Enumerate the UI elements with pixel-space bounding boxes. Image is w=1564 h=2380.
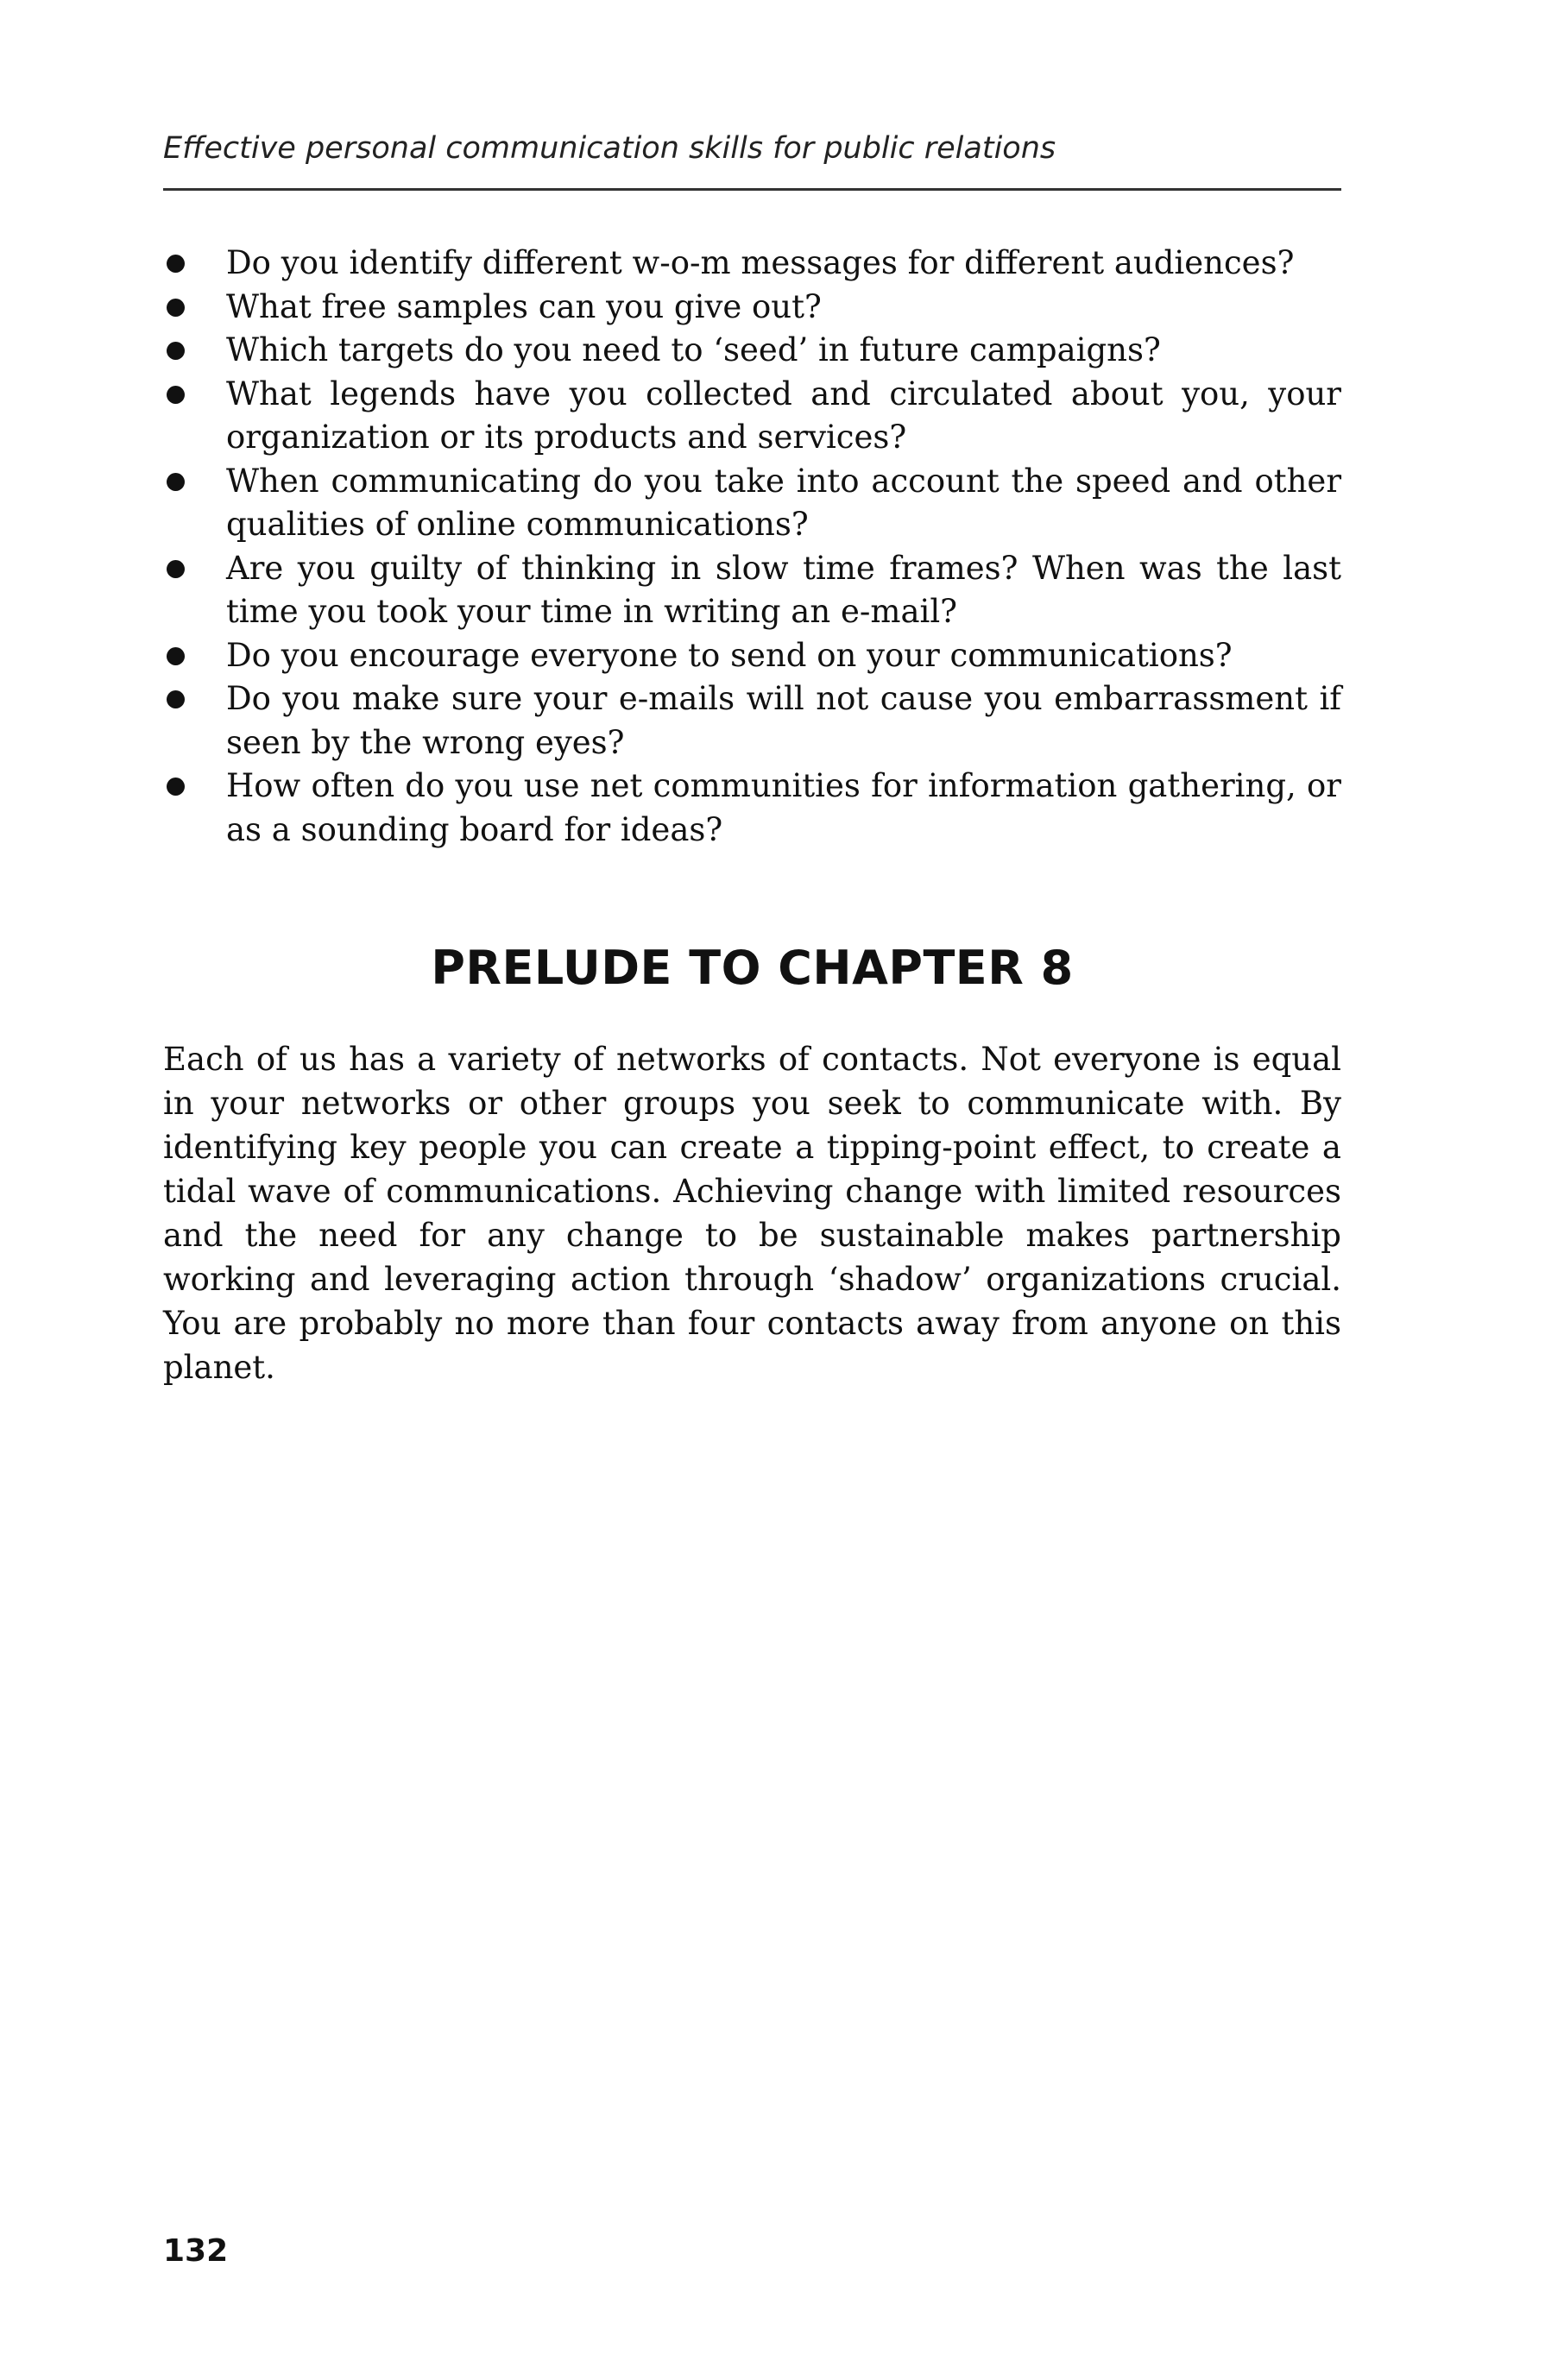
bullet-icon xyxy=(167,255,185,273)
bullet-icon xyxy=(167,560,185,578)
bullet-icon xyxy=(167,778,185,796)
list-item xyxy=(163,634,1341,678)
list-item xyxy=(163,677,1341,765)
list-item-text: Do you identify different w-o-m messages for different audiences? xyxy=(226,244,1295,281)
list-item-text: Which targets do you need to ‘seed’ in future campaigns? xyxy=(226,331,1161,368)
list-item xyxy=(163,765,1341,852)
prelude-paragraph: Each of us has a variety of networks of contacts. Not everyone is equal in your networks or other groups you seek to communicate with. By identifying key people you can create a tipping-point effect, to create a tidal wave of communications. Achieving change with limited resources and the need for any change to be sustainable makes partnership working and leveraging action through ‘shadow’ organizations crucial. You are probably no more than four contacts away from anyone on this planet. xyxy=(163,1041,1341,1386)
list-item-text: Do you make sure your e-mails will not cause you embarrassment if seen by the wrong eyes? xyxy=(226,680,1341,761)
section-heading: PRELUDE TO CHAPTER 8 xyxy=(431,941,1074,995)
bullet-icon xyxy=(167,647,185,665)
list-item-text: Are you guilty of thinking in slow time frames? When was the last time you took your time in writing an e-mail? xyxy=(226,549,1341,630)
running-header: Effective personal communication skills for public relations xyxy=(163,131,1056,166)
list-item xyxy=(163,547,1341,634)
list-item-text: How often do you use net communities for information gathering, or as a sounding board for ideas? xyxy=(226,767,1341,848)
bullet-icon xyxy=(167,473,185,491)
bullet-icon xyxy=(167,690,185,708)
list-item-text: When communicating do you take into account the speed and other qualities of online communications? xyxy=(226,462,1341,543)
list-item xyxy=(163,242,1341,286)
list-item-text: Do you encourage everyone to send on your communications? xyxy=(226,636,1233,674)
list-item-text: What free samples can you give out? xyxy=(226,287,822,325)
header-divider xyxy=(163,188,1341,191)
page-number: 132 xyxy=(163,2233,229,2269)
bullet-icon xyxy=(167,386,185,404)
list-item xyxy=(163,329,1341,373)
bullet-icon xyxy=(167,342,185,360)
question-list xyxy=(163,242,1341,852)
bullet-icon xyxy=(167,299,185,317)
list-item xyxy=(163,286,1341,330)
list-item-text: What legends have you collected and circulated about you, your organization or its products and services? xyxy=(226,375,1341,456)
list-item xyxy=(163,373,1341,460)
list-item xyxy=(163,460,1341,547)
